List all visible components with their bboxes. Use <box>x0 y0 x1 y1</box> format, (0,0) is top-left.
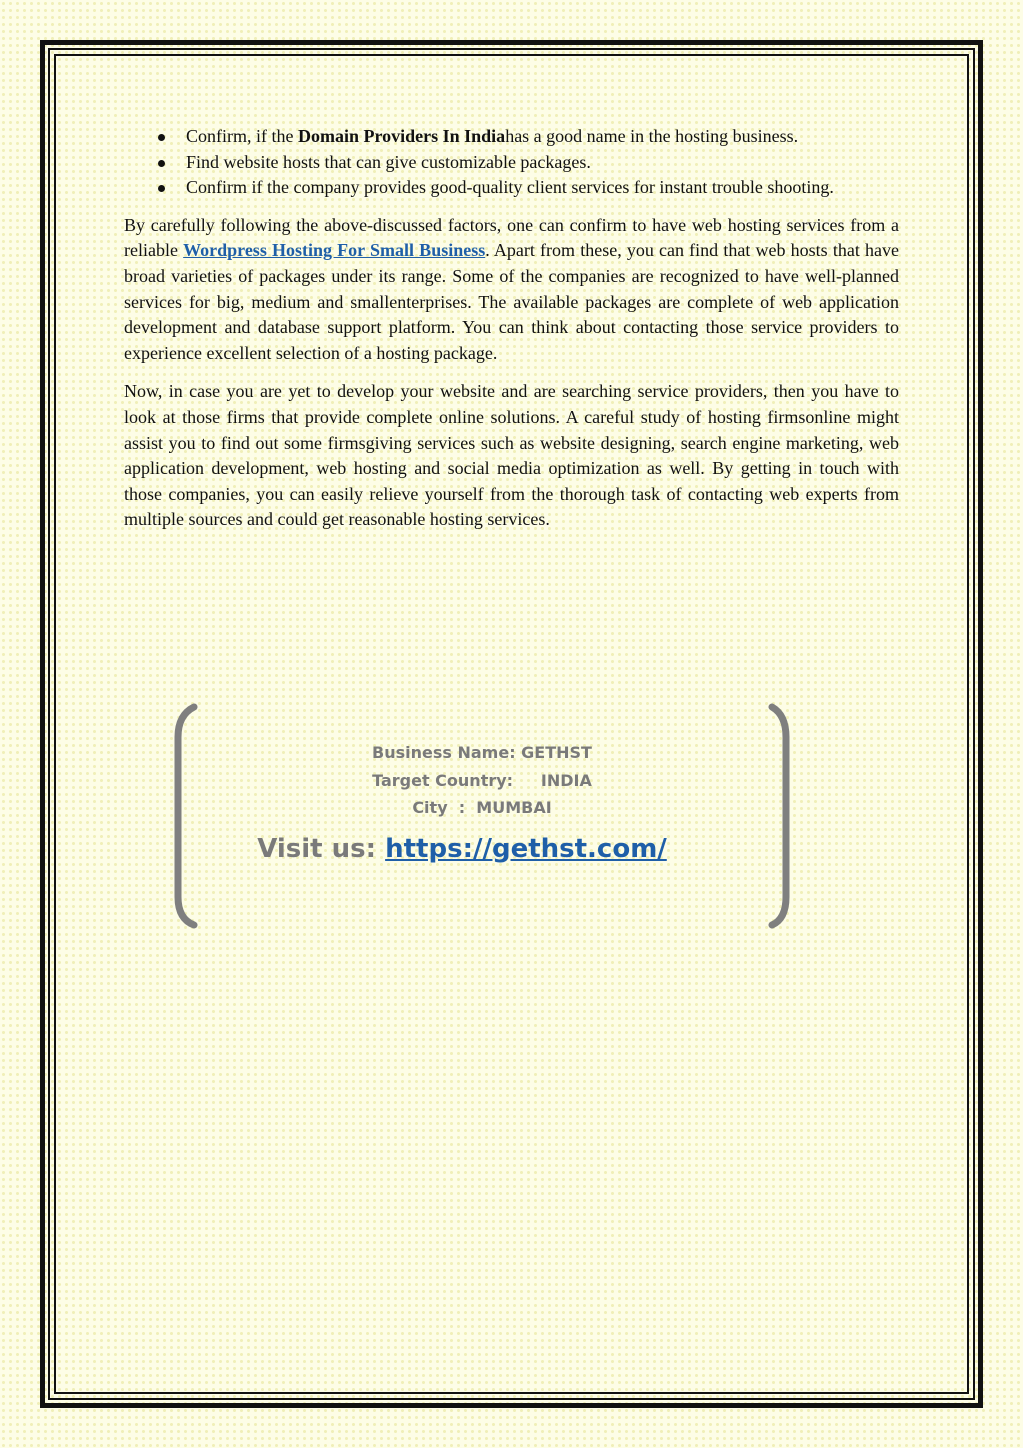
website-link[interactable]: https://gethst.com/ <box>385 833 667 864</box>
visit-us-label: Visit us: <box>257 833 386 864</box>
city: City : MUMBAI <box>412 798 552 817</box>
bullet-icon <box>158 160 165 167</box>
list-item: Find website hosts that can give customizable packages. <box>124 150 899 176</box>
list-item: Confirm if the company provides good-quality client services for instant trouble shooting. <box>124 175 899 201</box>
paragraph-reliable-hosting: By carefully following the above-discussed factors, one can confirm to have web hosting services from a reliable Wordpress Hosting For Small Business. Apart from these, you can find that web hosts that have broad varieties of packages under its range. Some of the companies are recognized to have well-planned services for big, medium and smallenterprises. The available packages are complete of web application development and database support platform. You can think about contacting those service providers to experience excellent selection of a hosting package. <box>124 214 899 363</box>
paragraph-online-solutions: Now, in case you are yet to develop your website and are searching service providers, then you have to look at those firms that provide complete online solutions. A careful study of hosting firmsonline might assist you to find out some firmsgiving services such as website designing, search engine marketing, web application development, web hosting and social media optimization as well. By getting in touch with those companies, you can easily relieve yourself from the thorough task of contacting web experts from multiple sources and could get reasonable hosting services. <box>124 381 899 530</box>
target-country: Target Country: INDIA <box>372 770 592 790</box>
wordpress-hosting-link[interactable]: Wordpress Hosting For Small Business <box>183 240 486 261</box>
business-info-text <box>172 739 792 866</box>
document-body <box>124 124 899 546</box>
business-name: Business Name: GETHST <box>372 743 592 762</box>
business-info-box <box>172 703 792 929</box>
bullet-list <box>124 124 899 201</box>
bullet-icon <box>158 185 165 192</box>
bullet-icon <box>158 134 165 141</box>
domain-providers-phrase: Domain Providers In India <box>297 126 506 146</box>
visit-us-line <box>132 832 792 866</box>
list-item: Confirm, if the Domain Providers In Indiahas a good name in the hosting business. <box>124 124 899 150</box>
